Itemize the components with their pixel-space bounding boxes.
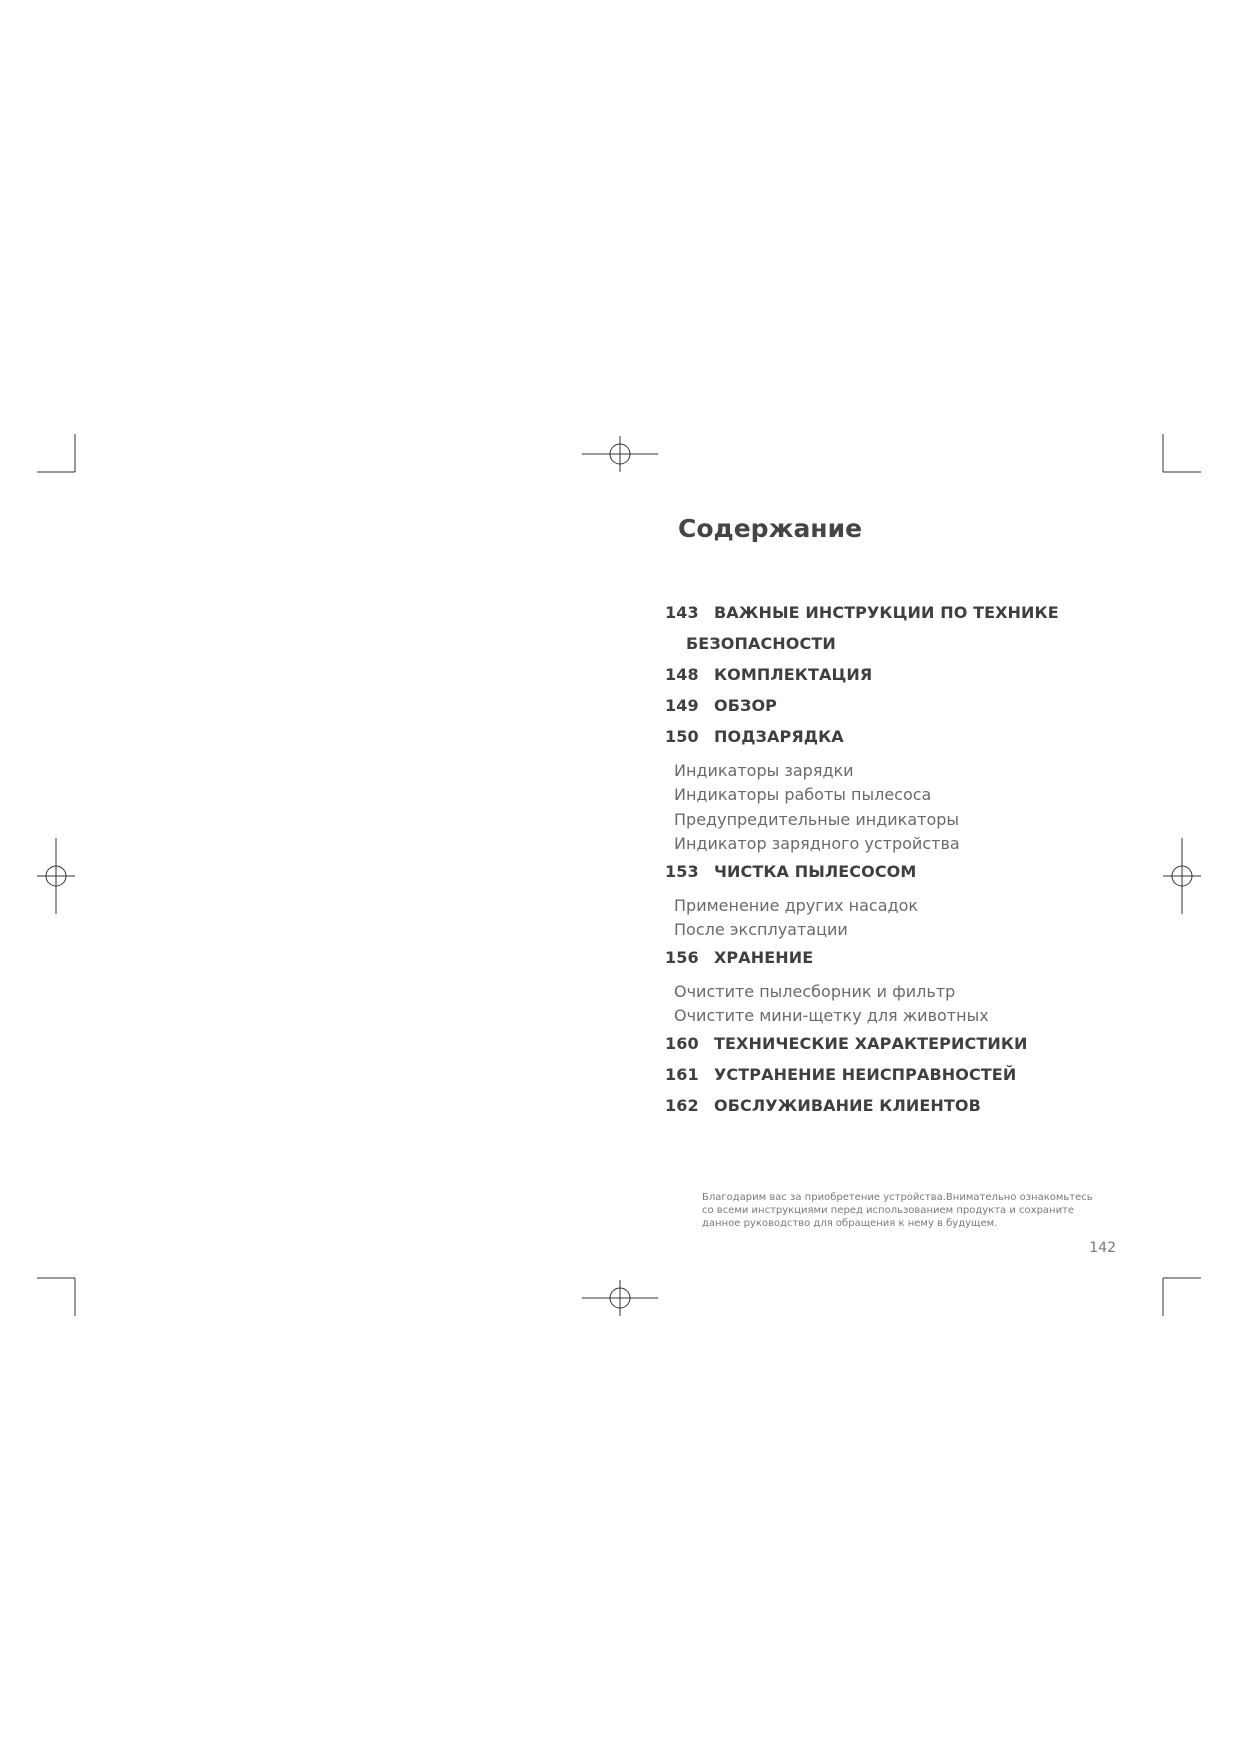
crop-mark-top-left bbox=[37, 434, 75, 472]
toc-page-number: 156 bbox=[665, 948, 699, 967]
toc-entry-package-contents[interactable] bbox=[665, 659, 1125, 690]
toc-entry-overview[interactable] bbox=[665, 690, 1125, 721]
crop-mark-bottom-right bbox=[1163, 1278, 1201, 1316]
toc-page-number: 149 bbox=[665, 696, 699, 715]
toc-subentry[interactable]: После эксплуатации bbox=[674, 920, 848, 940]
toc-subentry[interactable]: Индикатор зарядного устройства bbox=[674, 834, 960, 854]
toc-entry-title: КОМПЛЕКТАЦИЯ bbox=[714, 665, 873, 684]
toc-subsection-list bbox=[665, 752, 1125, 856]
toc-entry-title: ЧИСТКА ПЫЛЕСОСОМ bbox=[714, 862, 917, 881]
toc-subsection-list bbox=[665, 887, 1125, 942]
page-number: 142 bbox=[1089, 1240, 1116, 1256]
toc-entry-specifications[interactable] bbox=[665, 1028, 1125, 1059]
toc-subentry[interactable]: Очистите мини-щетку для животных bbox=[674, 1006, 989, 1026]
toc-entry-troubleshooting[interactable] bbox=[665, 1059, 1125, 1090]
toc-subentry[interactable]: Индикаторы зарядки bbox=[674, 760, 854, 780]
toc-entry-storage[interactable] bbox=[665, 942, 1125, 973]
thank-you-note: Благодарим вас за приобретение устройства.Внимательно ознакомьтесь со всеми инструкциями перед использованием продукта и сохраните данное руководство для обращения к нему в будущем. bbox=[702, 1192, 1093, 1229]
toc-subentry[interactable]: Очистите пылесборник и фильтр bbox=[674, 981, 956, 1001]
registration-mark-right bbox=[1163, 838, 1201, 914]
toc-entry-title: ОБСЛУЖИВАНИЕ КЛИЕНТОВ bbox=[714, 1096, 981, 1115]
toc-entry-title: ПОДЗАРЯДКА bbox=[714, 727, 844, 746]
toc-entry-safety-continued[interactable] bbox=[665, 628, 1125, 659]
toc-page-number: 148 bbox=[665, 665, 699, 684]
toc-entry-title: ТЕХНИЧЕСКИЕ ХАРАКТЕРИСТИКИ bbox=[714, 1034, 1028, 1053]
toc-page-number: 150 bbox=[665, 727, 699, 746]
toc-entry-customer-service[interactable] bbox=[665, 1090, 1125, 1121]
toc-entry-title-continued: БЕЗОПАСНОСТИ bbox=[686, 634, 836, 653]
registration-mark-bottom bbox=[582, 1280, 658, 1316]
toc-entry-vacuuming[interactable] bbox=[665, 856, 1125, 887]
toc-subentry[interactable]: Применение других насадок bbox=[674, 895, 919, 915]
table-of-contents bbox=[665, 597, 1125, 1121]
toc-page-number: 162 bbox=[665, 1096, 699, 1115]
toc-page-number: 160 bbox=[665, 1034, 699, 1053]
toc-entry-title: ХРАНЕНИЕ bbox=[714, 948, 814, 967]
toc-page-number: 143 bbox=[665, 603, 699, 622]
toc-subsection-list bbox=[665, 973, 1125, 1028]
toc-entry-title: УСТРАНЕНИЕ НЕИСПРАВНОСТЕЙ bbox=[714, 1065, 1017, 1084]
toc-entry-title: ОБЗОР bbox=[714, 696, 777, 715]
toc-page-number: 153 bbox=[665, 862, 699, 881]
registration-mark-top bbox=[582, 436, 658, 472]
registration-mark-left bbox=[37, 838, 75, 914]
crop-mark-bottom-left bbox=[37, 1278, 75, 1316]
toc-page-number: 161 bbox=[665, 1065, 699, 1084]
toc-entry-title: ВАЖНЫЕ ИНСТРУКЦИИ ПО ТЕХНИКЕ bbox=[714, 603, 1059, 622]
toc-entry-charging[interactable] bbox=[665, 721, 1125, 752]
page-title: Содержание bbox=[678, 514, 863, 543]
toc-subentry[interactable]: Индикаторы работы пылесоса bbox=[674, 785, 932, 805]
toc-subentry[interactable]: Предупредительные индикаторы bbox=[674, 809, 960, 829]
crop-mark-top-right bbox=[1163, 434, 1201, 472]
toc-entry-safety[interactable] bbox=[665, 597, 1125, 628]
